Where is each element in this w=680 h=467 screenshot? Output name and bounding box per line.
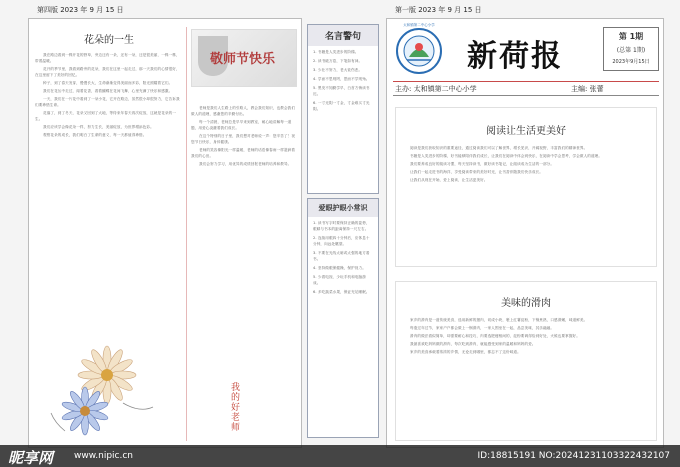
article-flower <box>35 25 183 445</box>
front-page-header: 第一版 2023 年 9 月 15 日 <box>395 6 482 14</box>
tip-item: 1. 读书写字时要保持正确的姿势，眼睛与书本的距离保持一尺左右。 <box>313 221 370 231</box>
quotes-title: 名言警句 <box>308 25 378 46</box>
column-divider <box>186 27 187 441</box>
paragraph: 我们会努力学习，用优异的成绩回报老师的培养和教导。 <box>199 162 292 166</box>
tip-item: 4. 坚持做眼保健操，保护视力。 <box>313 266 366 270</box>
teacher-day-title: 敬师节快乐 <box>210 52 276 67</box>
watermark-bar <box>0 445 680 467</box>
article-flower-body <box>35 52 183 138</box>
paragraph: 种子，到了春天发芽，慢慢长大，生命渐渐变得美丽而多彩，阳光照耀着它们。 <box>43 81 173 85</box>
paragraph: 观察花朵的成长，我们明白了生命的意义，每一天都值得珍惜。 <box>43 133 147 137</box>
quotes-list <box>308 46 378 118</box>
paragraph: 老师的笑容像阳光一样温暖，老师的话语像春雨一样滋润着我们的心田。 <box>191 148 296 158</box>
paragraph: 我最喜欢吃妈妈做的滑肉，每次吃到滑肉，就能感受到家的温暖和妈妈的爱。 <box>410 342 536 346</box>
paragraph: 我们应该学会像花朵一样，努力生长，美丽绽放，为世界增添色彩。 <box>43 125 154 129</box>
paragraph: 老师是我们人生路上的引路人，教会我们知识，也教会我们做人的道理，感谢您的辛勤付出。 <box>191 106 296 116</box>
issue-number: 第 1期 <box>618 32 644 41</box>
article-food-body <box>402 317 650 355</box>
school-logo-icon <box>395 27 443 75</box>
signature-note: 我的好老师 <box>231 383 241 433</box>
eye-care-box <box>307 198 379 438</box>
subhead-rule <box>393 95 659 96</box>
tip-item: 5. 少看电视、少玩手机和电脑游戏。 <box>313 275 366 285</box>
paragraph: 在这个特别的日子里，我们想对老师说一声：您辛苦了！祝您节日快乐，身体健康。 <box>191 134 296 144</box>
quotes-box <box>307 24 379 194</box>
quote-item: 2. 读书破万卷，下笔如有神。 <box>313 59 363 63</box>
eye-care-list <box>308 217 378 301</box>
tip-item: 3. 不要在光线太暗或太强的地方看书。 <box>313 251 370 261</box>
issue-total: (总第 1期) <box>616 47 646 54</box>
article-reading-title: 阅读让生活更美好 <box>486 126 566 137</box>
quote-item: 1. 书籍是人类进步的阶梯。 <box>313 50 359 54</box>
quote-item: 5. 黑发不知勤学早，白首方悔读书迟。 <box>313 86 370 96</box>
left-page <box>28 6 302 448</box>
blue-daisy <box>61 387 109 435</box>
watermark-brand: 昵享网 <box>8 449 54 467</box>
paragraph: 家乡的美食承载着浓浓的乡情，无论走到哪里，都忘不了这份味道。 <box>410 350 521 354</box>
quote-item: 4. 学而不思则罔，思而不学则殆。 <box>313 77 370 81</box>
paragraph: 花开的季节里，我看到路旁的花朵，我们在这里一起走过，那一天我们的心情很好，在这里留下了美好的回忆。 <box>35 67 180 77</box>
tip-item: 2. 连续用眼四十分钟后，应休息十分钟，向远处眺望。 <box>313 236 370 246</box>
article-food <box>395 281 657 441</box>
paragraph: 一天，我们在一片花中看到了一朵小花，它开在路边，虽然很小却很努力，它告诉我们要珍惜生命。 <box>35 97 180 107</box>
paragraph: 花落了，到了冬天，花朵又回到了大地，等待来年春天再次绽放，这就是花朵的一生。 <box>35 111 176 121</box>
masthead-title: 新荷报 <box>467 39 563 74</box>
article-food-title: 美味的滑肉 <box>501 298 551 309</box>
article-flower-title: 花朵的一生 <box>84 35 134 46</box>
paragraph: 每一个清晨，老师总是早早来到教室，耐心地讲解每一道题，用爱心浇灌着我们成长。 <box>191 120 292 130</box>
quote-item: 6. 一寸光阴一寸金，寸金难买寸光阴。 <box>313 101 370 111</box>
issue-date: 2023年9月15日 <box>612 59 650 65</box>
paragraph: 让我们一起走进书的海洋，享受阅读带来的美好时光，让书香伴随我们快乐成长。 <box>410 170 543 174</box>
masthead <box>391 25 661 79</box>
sponsor-line: 主办: 太和镇第二中心小学 <box>395 85 477 93</box>
daisy-illustration <box>45 343 165 443</box>
paragraph: 让我们从现在开始，爱上阅读，让生活更美好。 <box>410 178 488 182</box>
editor-line: 主编: 张蕾 <box>571 85 604 93</box>
article-reading-body <box>402 145 650 183</box>
teacher-article-body <box>191 105 297 167</box>
front-page <box>386 6 664 448</box>
paragraph: 我们要养成良好的阅读习惯，每天坚持读书，做好读书笔记，让阅读成为生活的一部分。 <box>410 162 555 166</box>
paragraph: 阅读是我们获取知识的重要途径，通过阅读我们可以了解世界，增长见识，开阔视野，丰富我们的精神世界。 <box>410 146 588 150</box>
paragraph: 我们在花丛中走过，闻着花香，看着蝴蝶在花间飞舞，心里充满了快乐和感激。 <box>43 89 173 93</box>
left-page-header: 第四版 2023 年 9 月 15 日 <box>37 6 124 14</box>
logo-caption: 太和镇第二中心小学 <box>403 23 435 27</box>
paragraph: 我在路边看到一株开花的野草，旁边还有一朵，还有一朵，还是很美丽，一株一株，带着温暖。 <box>35 53 180 63</box>
issue-box <box>603 27 659 71</box>
paragraph: 书籍是人类进步的阶梯，好书能够陪伴我们成长，让我们在阅读中体会到快乐，在阅读中学会思考，学会做人的道理。 <box>410 154 603 158</box>
eye-care-title: 爱眼护眼小常识 <box>308 199 378 217</box>
paragraph: 每逢过年过节，家家户户都会做上一锅滑肉，一家人围坐在一起，品尝美味，其乐融融。 <box>410 326 555 330</box>
article-reading <box>395 107 657 267</box>
quote-item: 3. 少壮不努力，老大徒伤悲。 <box>313 68 363 72</box>
tip-item: 6. 多吃蔬菜水果，保证充足睡眠。 <box>313 290 370 294</box>
watermark-id: ID:18815191 NO:20241231103322432107 <box>477 451 670 461</box>
paragraph: 家乡的滑肉是一道传统美食，选用新鲜的猪肉，切成小块，裹上红薯淀粉，下锅煮熟，口感滑嫩，味道鲜美。 <box>410 318 588 322</box>
paragraph: 滑肉的做法看似简单，却需要耐心和技巧，肉要选肥瘦相间的，淀粉要调得恰到好处，火候也要掌握好。 <box>410 334 580 338</box>
watermark-url: www.nipic.cn <box>74 451 133 461</box>
teacher-column <box>191 25 297 445</box>
masthead-rule <box>393 81 659 82</box>
teacher-day-banner <box>191 29 297 87</box>
